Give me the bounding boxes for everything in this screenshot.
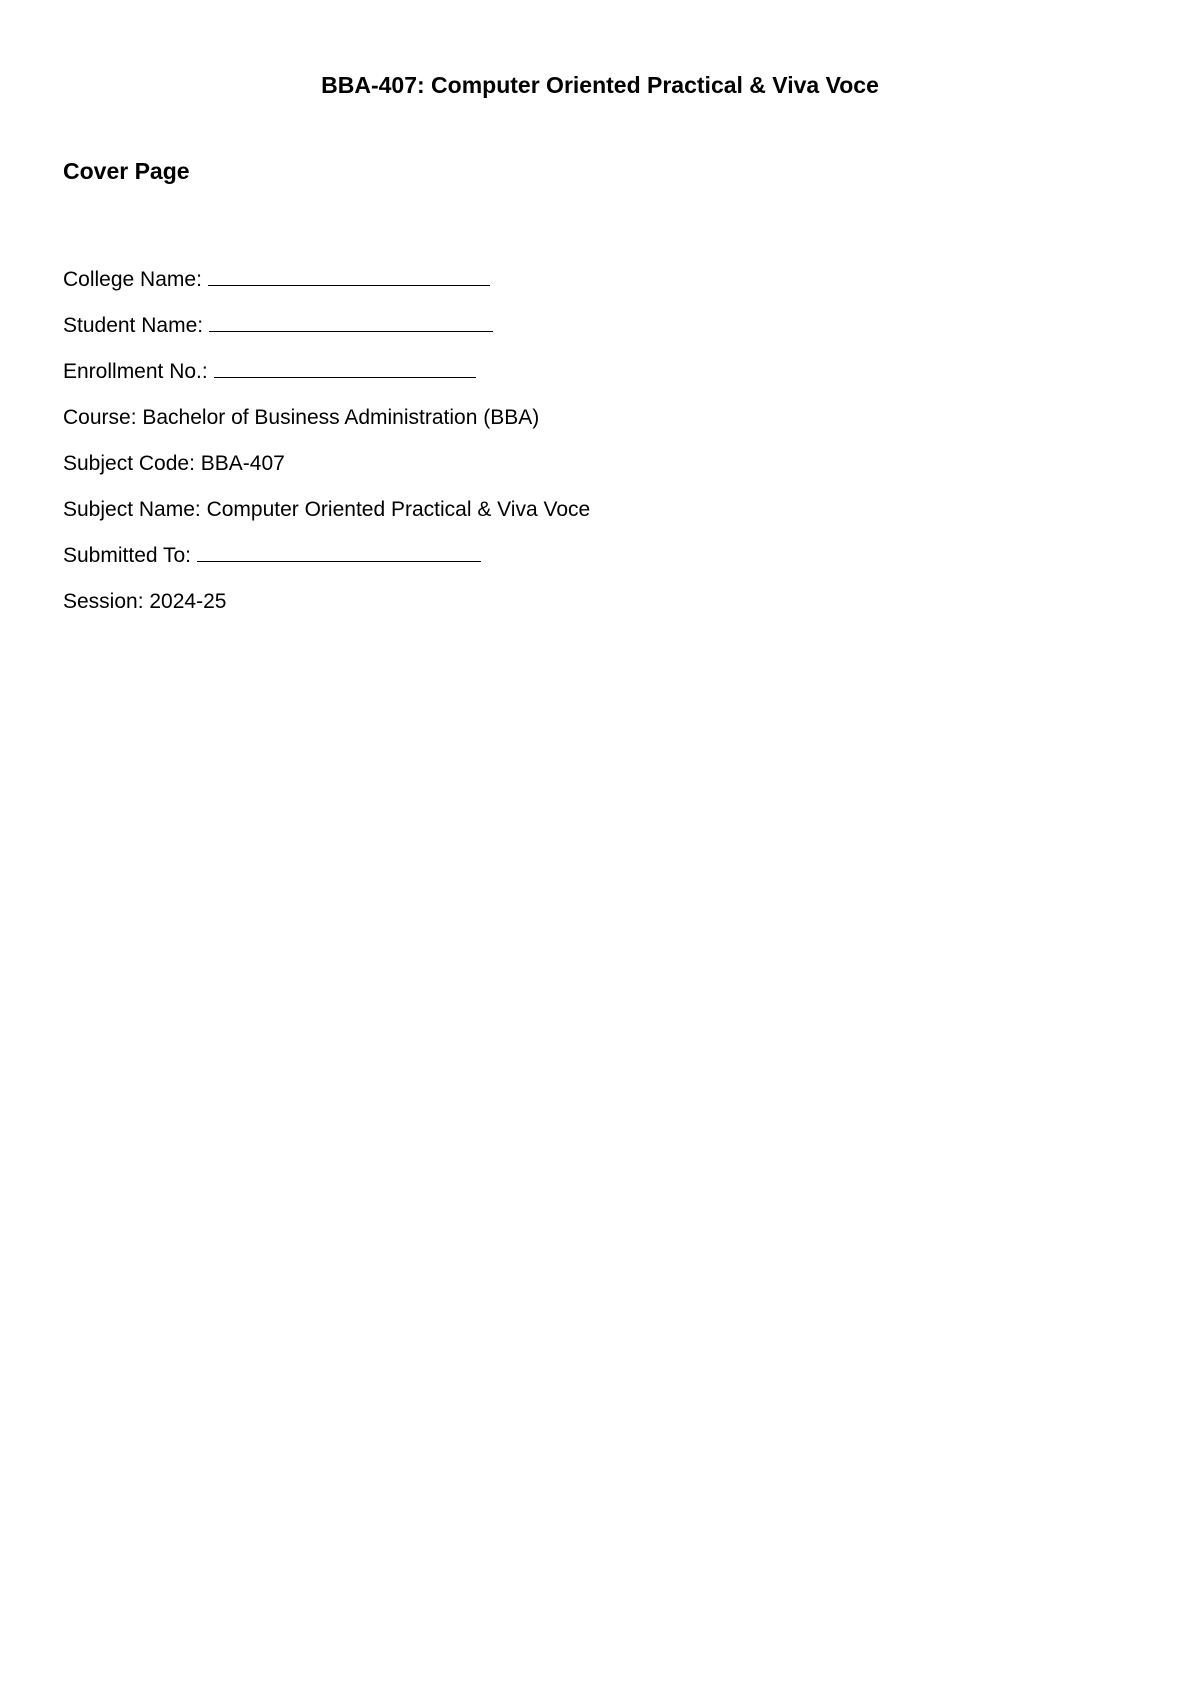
college-name-line — [63, 265, 1063, 295]
enrollment-no-label: Enrollment No.: — [63, 360, 208, 383]
submitted-to-label: Submitted To: — [63, 544, 192, 567]
cover-page-fields — [63, 265, 1063, 633]
enrollment-no-blank-line — [214, 359, 476, 378]
subject-code-line: Subject Code: BBA-407 — [63, 452, 285, 475]
submitted-to-line — [63, 541, 1063, 571]
section-heading-cover-page: Cover Page — [63, 158, 190, 184]
session-line: Session: 2024-25 — [63, 590, 227, 613]
submitted-to-blank-line — [197, 543, 481, 562]
student-name-blank-line — [209, 313, 493, 332]
subject-name-line: Subject Name: Computer Oriented Practical & Viva Voce — [63, 498, 591, 521]
course-line: Course: Bachelor of Business Administration (BBA) — [63, 406, 540, 429]
student-name-label: Student Name: — [63, 314, 204, 337]
college-name-label: College Name: — [63, 268, 202, 291]
document-title: BBA-407: Computer Oriented Practical & Viva Voce — [321, 72, 879, 98]
enrollment-no-line — [63, 357, 1063, 387]
student-name-line — [63, 311, 1063, 341]
college-name-blank-line — [208, 267, 490, 286]
